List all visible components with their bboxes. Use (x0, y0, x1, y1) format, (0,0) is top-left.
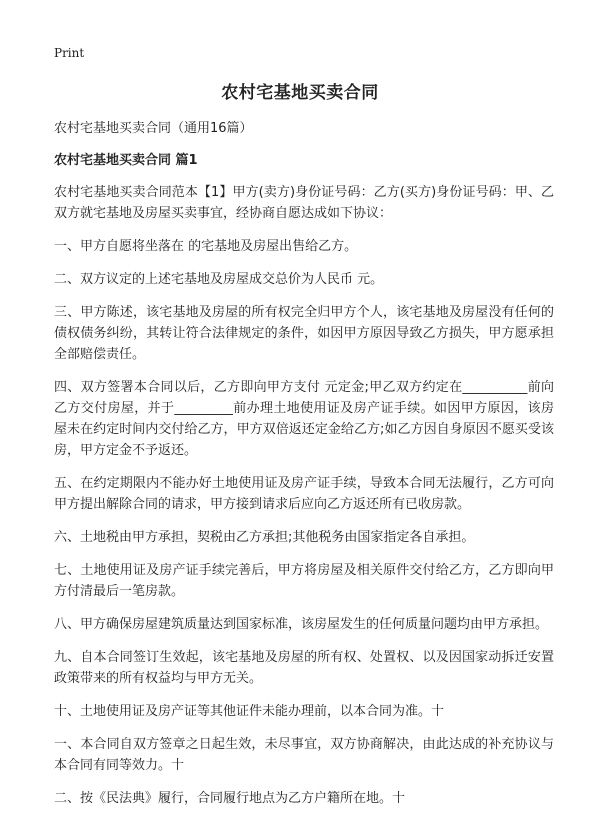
paragraph-clause-5: 五、在约定期限内不能办好土地使用证及房产证手续，导致本合同无法履行，乙方可向甲方提出解除合同的请求，甲方接到请求后应向乙方返还所有已收房款。 (54, 476, 554, 512)
paragraph-clause-8: 八、甲方确保房屋建筑质量达到国家标准，该房屋发生的任何质量问题均由甲方承担。 (54, 617, 549, 632)
print-link[interactable]: Print (54, 46, 85, 60)
paragraph-clause-12: 二、按《民法典》履行，合同履行地点为乙方户籍所在地。十 (54, 791, 406, 806)
paragraph-clause-2: 二、双方议定的上述宅基地及房屋成交总价为人民币 元。 (54, 272, 384, 287)
paragraph-clause-7: 七、土地使用证及房产证手续完善后，甲方将房屋及相关原件交付给乙方，乙方即向甲方付清最后一笔房款。 (54, 563, 554, 599)
paragraph-intro: 农村宅基地买卖合同范本【1】甲方(卖方)身份证号码：乙方(买方)身份证号码：甲、乙双方就宅基地及房屋买卖事宜，经协商自愿达成如下协议： (54, 185, 554, 221)
paragraph-clause-1: 一、甲方自愿将坐落在 的宅基地及房屋出售给乙方。 (54, 239, 358, 254)
paragraph-clause-9: 九、自本合同签订生效起，该宅基地及房屋的所有权、处置权、以及因国家动拆迁安置政策带来的所有权益均与甲方无关。 (54, 650, 554, 686)
paragraph-clause-10: 十、土地使用证及房产证等其他证件未能办理前，以本合同为准。十 (54, 704, 445, 719)
paragraph-clause-3: 三、甲方陈述，该宅基地及房屋的所有权完全归甲方个人，该宅基地及房屋没有任何的债权债务纠纷，其转让符合法律规定的条件，如因甲方原因导致乙方损失，甲方愿承担全部赔偿责任。 (54, 305, 554, 362)
paragraph-clause-11: 一、本合同自双方签章之日起生效，未尽事宜，双方协商解决，由此达成的补充协议与本合同有同等效力。十 (54, 737, 554, 773)
paragraph-clause-6: 六、土地税由甲方承担，契税由乙方承担;其他税务由国家指定各自承担。 (54, 530, 475, 545)
document-body (54, 118, 554, 821)
section-heading: 农村宅基地买卖合同 篇1 (54, 153, 198, 168)
document-title: 农村宅基地买卖合同 (221, 83, 379, 103)
paragraph-clause-4: 四、双方签署本合同以后，乙方即向甲方支付 元定金;甲乙双方约定在__________前向乙方交付房屋，并于_________前办理土地使用证及房产证手续。如因甲方原因，该房屋未在约定时间内交付给乙方，甲方双倍返还定金给乙方;如乙方因自身原因不愿买受该房，甲方定金不予返还。 (54, 380, 554, 458)
document-subtitle: 农村宅基地买卖合同（通用16篇） (54, 121, 253, 136)
